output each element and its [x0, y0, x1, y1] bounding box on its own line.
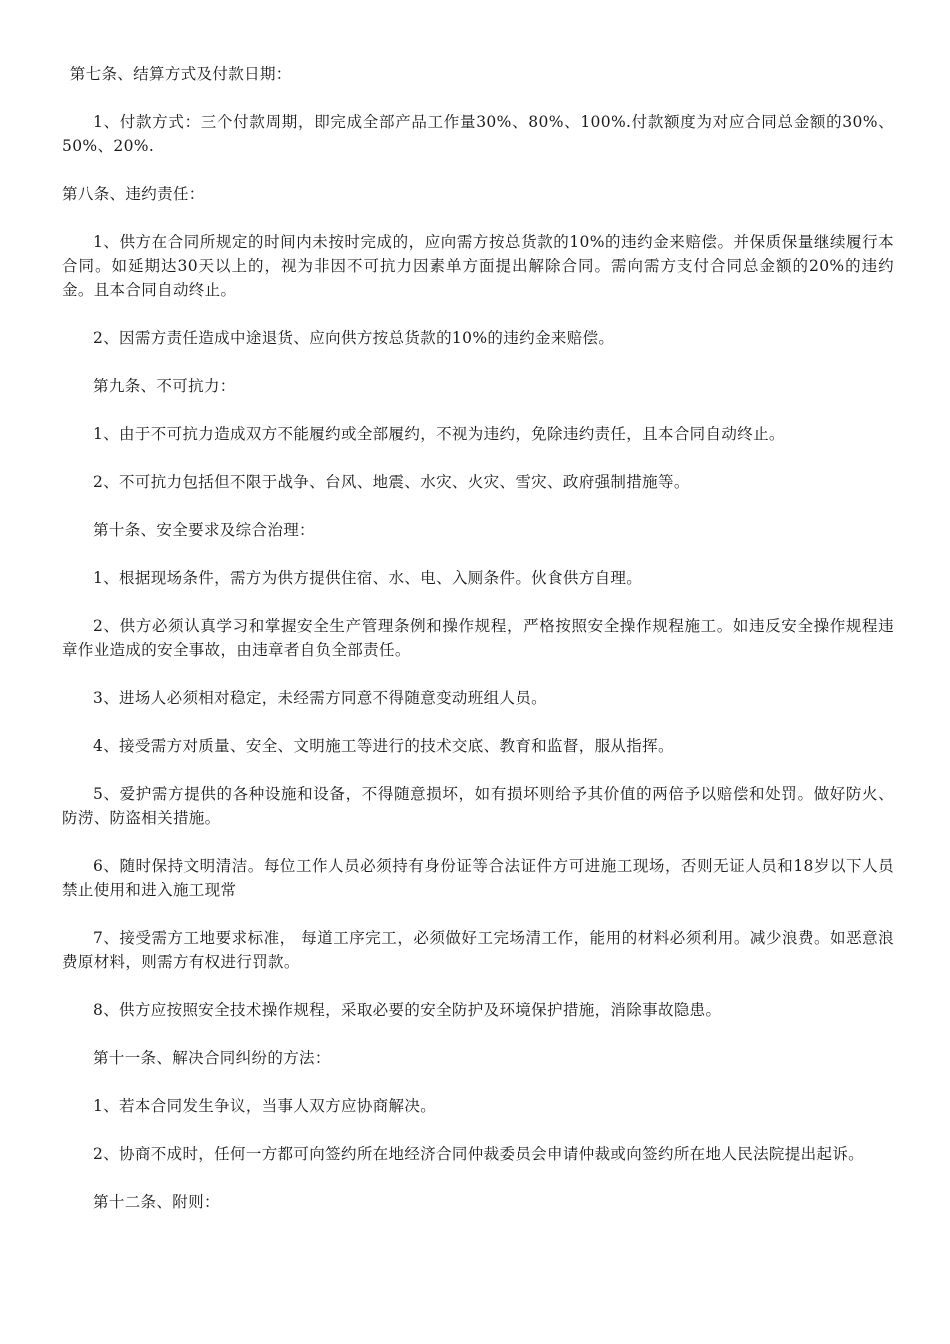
article-10-clause-8: 8、供方应按照安全技术操作规程，采取必要的安全防护及环境保护措施，消除事故隐患。: [93, 1001, 722, 1019]
article-9-clause-1: 1、由于不可抗力造成双方不能履约或全部履约，不视为违约，免除违约责任，且本合同自动终止。: [93, 425, 785, 443]
article-9-clause-2: 2、不可抗力包括但不限于战争、台风、地震、水灾、火灾、雪灾、政府强制措施等。: [93, 473, 690, 491]
article-12-heading: 第十二条、附则：: [93, 1193, 220, 1211]
article-9-heading: 第九条、不可抗力：: [93, 377, 236, 395]
article-10-clause-3: 3、进场人必须相对稳定，未经需方同意不得随意变动班组人员。: [93, 689, 548, 707]
article-10-clause-7: 7、接受需方工地要求标准， 每道工序完工，必须做好工完场清工作，能用的材料必须利用。减少浪费。如恶意浪费原材料，则需方有权进行罚款。: [62, 929, 894, 971]
article-7-clause-1: 1、付款方式：三个付款周期，即完成全部产品工作量30%、80%、100%.付款额度为对应合同总金额的30%、50%、20%.: [62, 113, 894, 155]
article-8-clause-2: 2、因需方责任造成中途退货、应向供方按总货款的10%的违约金来赔偿。: [93, 329, 615, 347]
article-11-clause-1: 1、若本合同发生争议，当事人双方应协商解决。: [93, 1097, 437, 1115]
article-10-clause-5: 5、爱护需方提供的各种设施和设备，不得随意损坏，如有损坏则给予其价值的两倍予以赔偿和处罚。做好防火、防涝、防盗相关措施。: [62, 785, 894, 827]
article-10-clause-2: 2、供方必须认真学习和掌握安全生产管理条例和操作规程，严格按照安全操作规程施工。如违反安全操作规程违章作业造成的安全事故，由违章者自负全部责任。: [62, 617, 894, 659]
article-11-heading: 第十一条、解决合同纠纷的方法：: [93, 1049, 331, 1067]
contract-page: [62, 62, 894, 1238]
article-11-clause-2: 2、协商不成时，任何一方都可向签约所在地经济合同仲裁委员会申请仲裁或向签约所在地人民法院提出起诉。: [93, 1145, 865, 1163]
article-7-heading: 第七条、结算方式及付款日期：: [69, 65, 292, 83]
article-10-heading: 第十条、安全要求及综合治理：: [93, 521, 315, 539]
article-10-clause-1: 1、根据现场条件，需方为供方提供住宿、水、电、入厕条件。伙食供方自理。: [93, 569, 643, 587]
article-10-clause-4: 4、接受需方对质量、安全、文明施工等进行的技术交底、教育和监督，服从指挥。: [93, 737, 674, 755]
article-8-heading: 第八条、违约责任：: [62, 185, 205, 203]
article-10-clause-6: 6、随时保持文明清洁。每位工作人员必须持有身份证等合法证件方可进施工现场，否则无证人员和18岁以下人员禁止使用和进入施工现常: [62, 857, 894, 899]
article-8-clause-1: 1、供方在合同所规定的时间内未按时完成的，应向需方按总货款的10%的违约金来赔偿。并保质保量继续履行本合同。如延期达30天以上的，视为非因不可抗力因素单方面提出解除合同。需向需方支付合同总金额的20%的违约金。且本合同自动终止。: [62, 233, 894, 299]
